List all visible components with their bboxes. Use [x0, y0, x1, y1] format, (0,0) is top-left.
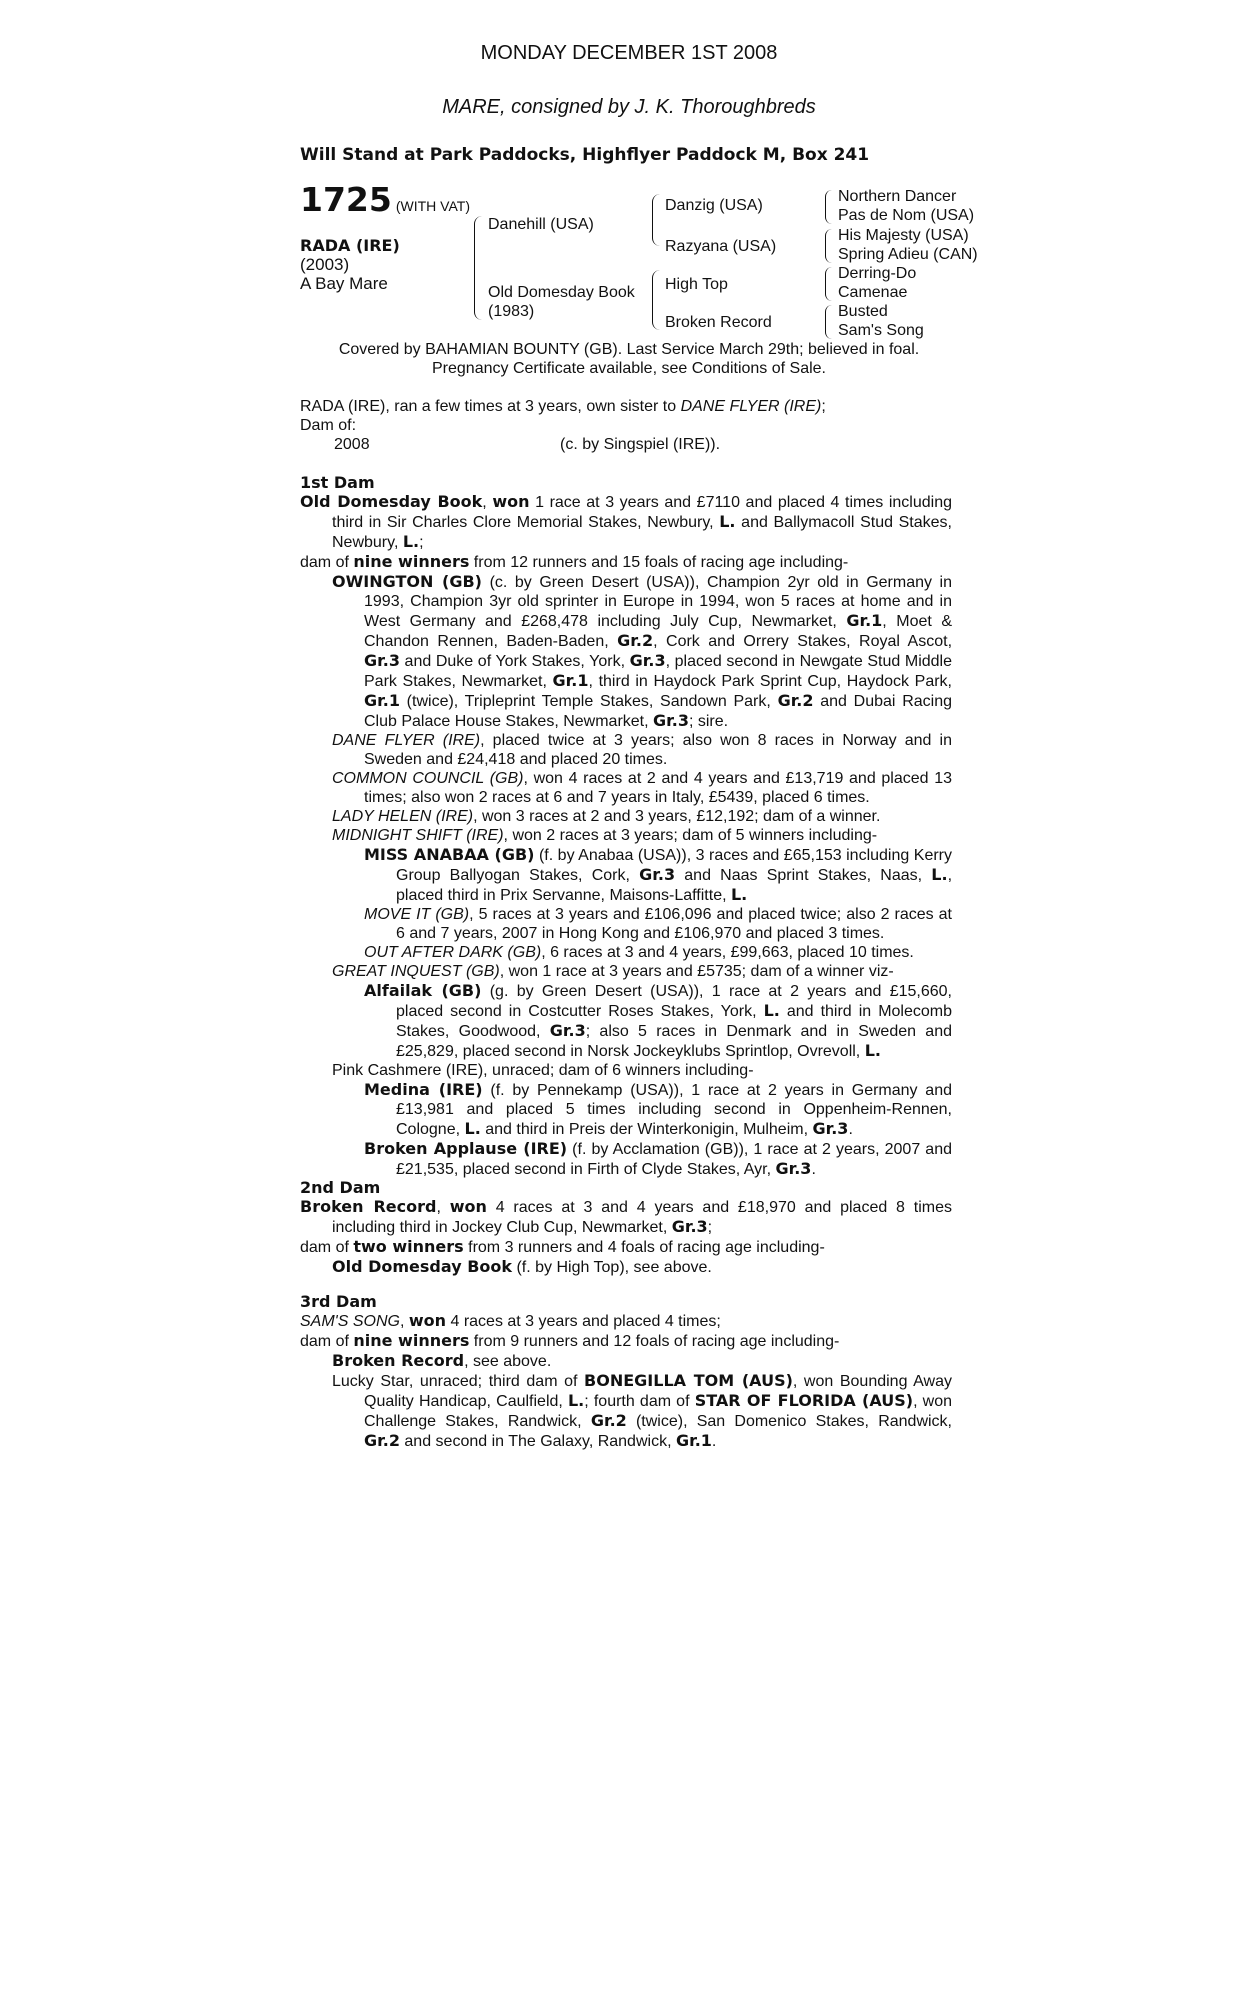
- text-run: L.: [931, 865, 948, 884]
- pedigree-brace: [825, 305, 832, 339]
- text-run: from 3 runners and 4 foals of racing age including-: [463, 1239, 825, 1256]
- produce-midnight-shift: [300, 826, 952, 845]
- text-run: ,: [482, 494, 493, 511]
- vat-note: (WITH VAT): [395, 198, 470, 214]
- text-run: ,: [436, 1199, 450, 1216]
- text-run: OUT AFTER DARK (GB): [364, 944, 542, 961]
- intro-text: RADA (IRE), ran a few times at 3 years, own sister to: [300, 398, 681, 415]
- text-run: BONEGILLA TOM (AUS): [584, 1371, 793, 1390]
- text-run: ;: [707, 1219, 713, 1236]
- text-run: Gr.1: [552, 671, 589, 690]
- pregnancy-certificate-line: Pregnancy Certificate available, see Conditions of Sale.: [432, 360, 826, 377]
- produce-move-it: [300, 905, 952, 943]
- text-run: and Naas Sprint Stakes, Naas,: [675, 867, 932, 884]
- horse-description: A Bay Mare: [300, 274, 388, 293]
- produce-owington: [300, 572, 952, 731]
- text-run: two winners: [353, 1237, 464, 1256]
- text-run: nine winners: [353, 552, 470, 571]
- text-run: Gr.2: [364, 1431, 400, 1450]
- produce-record: [300, 397, 952, 454]
- text-run: , placed twice at 3 years; also won 8 races in Norway and in Sweden and £24,418 and placed 20 times.: [364, 732, 952, 768]
- pedigree-brace: [825, 267, 832, 301]
- text-run: , won 1 race at 3 years and £5735; dam of a winner viz-: [499, 963, 894, 980]
- text-run: Gr.1: [364, 691, 400, 710]
- text-run: and third in Molecomb Stakes, Goodwood,: [396, 1003, 953, 1040]
- pedigree-gs2: Razyana (USA): [665, 238, 777, 255]
- second-dam-produce-summary: [300, 1237, 952, 1257]
- first-dam-produce-summary: [300, 552, 952, 572]
- text-run: , won Bounding Away Quality Handicap, Caulfield,: [364, 1373, 953, 1410]
- text-run: ,: [399, 1313, 409, 1330]
- covered-line: Covered by BAHAMIAN BOUNTY (GB). Last Service March 29th; believed in foal.: [338, 341, 920, 358]
- text-run: , won Challenge Stakes, Randwick,: [364, 1393, 953, 1430]
- second-dam-record: [300, 1197, 952, 1237]
- text-run: from 9 runners and 12 foals of racing age including-: [469, 1333, 840, 1350]
- covered-note: [300, 340, 958, 378]
- dam-of-label: Dam of:: [300, 417, 357, 434]
- text-run: (f. by Pennekamp (USA)), 1 race at 2 years in Germany and £13,981 and placed 5 times including second in Oppenheim-Rennen, Cologne,: [396, 1082, 953, 1138]
- pedigree-brace: [652, 194, 660, 246]
- text-run: .: [811, 1161, 816, 1178]
- intro-punct: ;: [821, 398, 826, 415]
- pedigree-dam: Old Domesday Book: [488, 284, 635, 301]
- text-run: Gr.2: [590, 1411, 627, 1430]
- text-run: L.: [763, 1001, 780, 1020]
- text-run: L.: [730, 885, 748, 904]
- text-run: , won 4 races at 2 and 4 years and £13,719 and placed 13 times; also won 2 races at 6 and 7 years in Italy, £5439, placed 6 times.: [364, 770, 952, 806]
- text-run: , 6 races at 3 and 4 years, £99,663, placed 10 times.: [541, 944, 914, 961]
- first-dam-section: [300, 473, 952, 1179]
- text-run: Gr.3: [629, 651, 666, 670]
- text-run: nine winners: [353, 1331, 470, 1350]
- produce-dane-flyer: [300, 731, 952, 769]
- horse-name: RADA (IRE): [300, 236, 400, 255]
- text-run: (c. by Green Desert (USA)), Champion 2yr old in Germany in 1993, Champion 3yr old sprinter in Europe in 1994, won 5 races at home and in West Germany and £268,478 including July Cup, Newmarket,: [364, 574, 953, 630]
- text-run: L.: [464, 1119, 481, 1138]
- text-run: MOVE IT (GB): [364, 906, 470, 923]
- text-run: won: [408, 1311, 447, 1330]
- sale-date: MONDAY DECEMBER 1ST 2008: [480, 42, 778, 64]
- text-run: Broken Record: [300, 1197, 437, 1216]
- pedigree-gs3: High Top: [665, 276, 728, 293]
- stand-location: Will Stand at Park Paddocks, Highflyer Paddock M, Box 241: [300, 145, 870, 165]
- pedigree-ggs1: Northern Dancer: [838, 188, 957, 205]
- text-run: Broken Record: [332, 1351, 465, 1370]
- text-run: Gr.3: [775, 1159, 812, 1178]
- pedigree-ggs7: Busted: [838, 303, 888, 320]
- text-run: OWINGTON (GB): [332, 572, 482, 591]
- text-run: , see above.: [464, 1353, 552, 1370]
- produce-common-council: [300, 769, 952, 807]
- text-run: Gr.3: [653, 711, 689, 730]
- text-run: MISS ANABAA (GB): [364, 845, 535, 864]
- produce-year: 2008: [334, 436, 370, 453]
- text-run: SAM'S SONG: [300, 1313, 400, 1330]
- text-run: L.: [567, 1391, 585, 1410]
- text-run: Gr.3: [812, 1119, 849, 1138]
- text-run: ; sire.: [688, 713, 729, 730]
- horse-details: [300, 236, 400, 293]
- text-run: , won 3 races at 2 and 3 years, £12,192; dam of a winner.: [473, 808, 881, 825]
- produce-pink-cashmere: Pink Cashmere (IRE), unraced; dam of 6 winners including-: [332, 1062, 754, 1079]
- text-run: and Duke of York Stakes, York,: [399, 653, 630, 670]
- text-run: STAR OF FLORIDA (AUS): [694, 1391, 914, 1410]
- text-run: (twice), San Domenico Stakes, Randwick,: [626, 1413, 952, 1430]
- third-dam-heading: 3rd Dam: [300, 1292, 377, 1311]
- text-run: Lucky Star, unraced; third dam of: [332, 1373, 585, 1390]
- text-run: won: [449, 1197, 487, 1216]
- text-run: , won 2 races at 3 years; dam of 5 winners including-: [503, 827, 878, 844]
- text-run: ; also 5 races in Denmark and in Sweden and £25,829, placed second in Norsk Jockeyklubs Sprintlop, Ovrevoll,: [396, 1023, 952, 1060]
- text-run: L.: [864, 1041, 881, 1060]
- intro-sibling: DANE FLYER (IRE): [680, 398, 822, 415]
- produce-lady-helen: [300, 807, 952, 826]
- produce-alfailak: [300, 981, 952, 1061]
- text-run: , Moet & Chandon Rennen, Baden-Baden,: [364, 613, 953, 650]
- consignment-line: MARE, consigned by J. K. Thoroughbreds: [442, 96, 816, 118]
- text-run: Gr.2: [617, 631, 654, 650]
- second-dam-heading: 2nd Dam: [300, 1178, 381, 1197]
- text-run: , 5 races at 3 years and £106,096 and placed twice; also 2 races at 6 and 7 years, 2007 in Hong Kong and £106,970 and placed 3 times.: [396, 906, 953, 942]
- pedigree-gs1: Danzig (USA): [665, 197, 763, 214]
- text-run: and third in Preis der Winterkonigin, Mulheim,: [480, 1121, 813, 1138]
- text-run: and Dubai Racing Club Palace House Stakes, Newmarket,: [364, 693, 952, 730]
- text-run: , Cork and Orrery Stakes, Royal Ascot,: [653, 633, 953, 650]
- produce-row: [300, 435, 952, 454]
- pedigree-brace: [652, 270, 660, 330]
- pedigree-dam-year: (1983): [488, 303, 535, 320]
- pedigree-brace: [474, 216, 483, 320]
- horse-year: (2003): [300, 255, 350, 274]
- text-run: (twice), Tripleprint Temple Stakes, Sandown Park,: [399, 693, 778, 710]
- pedigree-ggs8: Sam's Song: [838, 322, 924, 339]
- pedigree-ggs5: Derring-Do: [838, 265, 917, 282]
- text-run: won: [492, 492, 530, 511]
- text-run: Gr.1: [846, 611, 883, 630]
- text-run: .: [848, 1121, 853, 1138]
- third-dam-section: [300, 1292, 952, 1451]
- text-run: (f. by High Top), see above.: [512, 1259, 712, 1276]
- third-dam-produce-summary: [300, 1331, 952, 1351]
- lot-number-line: [300, 180, 470, 219]
- text-run: ;: [419, 534, 424, 551]
- pedigree-brace: [825, 190, 832, 224]
- text-run: (f. by Acclamation (GB)), 1 race at 2 years, 2007 and £21,535, placed second in Firth of Clyde Stakes, Ayr,: [396, 1141, 953, 1178]
- produce-miss-anabaa: [300, 845, 952, 905]
- text-run: (g. by Green Desert (USA)), 1 race at 2 years and £15,660, placed second in Costcutter Roses Stakes, York,: [396, 983, 952, 1020]
- text-run: L.: [402, 532, 420, 551]
- text-run: 4 races at 3 years and placed 4 times;: [446, 1313, 721, 1330]
- produce-great-inquest: [300, 962, 952, 981]
- produce-foal: (c. by Singspiel (IRE)).: [560, 436, 721, 453]
- third-dam-record: [300, 1311, 952, 1331]
- text-run: ; fourth dam of: [584, 1393, 695, 1410]
- text-run: dam of: [300, 554, 354, 571]
- text-run: (f. by Anabaa (USA)), 3 races and £65,153 including Kerry Group Ballyogan Stakes, Cork,: [396, 847, 952, 884]
- pedigree-ggs6: Camenae: [838, 284, 908, 301]
- pedigree-ggs3: His Majesty (USA): [838, 227, 969, 244]
- text-run: and Ballymacoll Stud Stakes, Newbury,: [332, 514, 952, 551]
- pedigree-ggs4: Spring Adieu (CAN): [838, 246, 978, 263]
- text-run: Broken Applause (IRE): [364, 1139, 568, 1158]
- text-run: L.: [719, 512, 736, 531]
- pedigree-sire: Danehill (USA): [488, 216, 594, 233]
- text-run: from 12 runners and 15 foals of racing age including-: [469, 554, 849, 571]
- produce-broken-applause: [300, 1139, 952, 1179]
- second-dam-section: [300, 1178, 952, 1277]
- produce-old-domesday-book: [300, 1257, 952, 1277]
- text-run: dam of: [300, 1239, 354, 1256]
- text-run: and second in The Galaxy, Randwick,: [399, 1433, 676, 1450]
- text-run: Old Domesday Book: [300, 492, 483, 511]
- text-run: Gr.3: [364, 651, 400, 670]
- text-run: , placed second in Newgate Stud Middle Park Stakes, Newmarket,: [364, 653, 953, 690]
- text-run: Gr.3: [549, 1021, 586, 1040]
- text-run: MIDNIGHT SHIFT (IRE): [332, 827, 504, 844]
- pedigree-ggs2: Pas de Nom (USA): [838, 207, 975, 224]
- lot-number: 1725: [300, 180, 392, 219]
- text-run: LADY HELEN (IRE): [332, 808, 474, 825]
- text-run: Alfailak (GB): [364, 981, 482, 1000]
- pedigree-gs4: Broken Record: [665, 314, 772, 331]
- produce-medina: [300, 1080, 952, 1139]
- text-run: Old Domesday Book: [332, 1257, 513, 1276]
- produce-broken-record: [300, 1351, 952, 1371]
- first-dam-record: [300, 492, 952, 552]
- text-run: Gr.3: [639, 865, 676, 884]
- text-run: DANE FLYER (IRE): [332, 732, 481, 749]
- text-run: GREAT INQUEST (GB): [332, 963, 500, 980]
- first-dam-heading: 1st Dam: [300, 473, 375, 492]
- text-run: Gr.1: [675, 1431, 712, 1450]
- text-run: Medina (IRE): [364, 1080, 483, 1099]
- text-run: , third in Haydock Park Sprint Cup, Haydock Park,: [588, 673, 953, 690]
- produce-lucky-star: [300, 1371, 952, 1451]
- text-run: Gr.2: [777, 691, 814, 710]
- text-run: .: [711, 1433, 717, 1450]
- text-run: dam of: [300, 1333, 354, 1350]
- text-run: COMMON COUNCIL (GB): [332, 770, 524, 787]
- pedigree-brace: [825, 229, 832, 263]
- text-run: 1 race at 3 years and £7110 and placed 4 times including third in Sir Charles Clore Memorial Stakes, Newbury,: [332, 494, 953, 531]
- produce-out-after-dark: [300, 943, 952, 962]
- text-run: Gr.3: [671, 1217, 708, 1236]
- text-run: , placed third in Prix Servanne, Maisons-Laffitte,: [396, 867, 953, 904]
- text-run: 4 races at 3 and 4 years and £18,970 and placed 8 times including third in Jockey Club Cup, Newmarket,: [332, 1199, 953, 1236]
